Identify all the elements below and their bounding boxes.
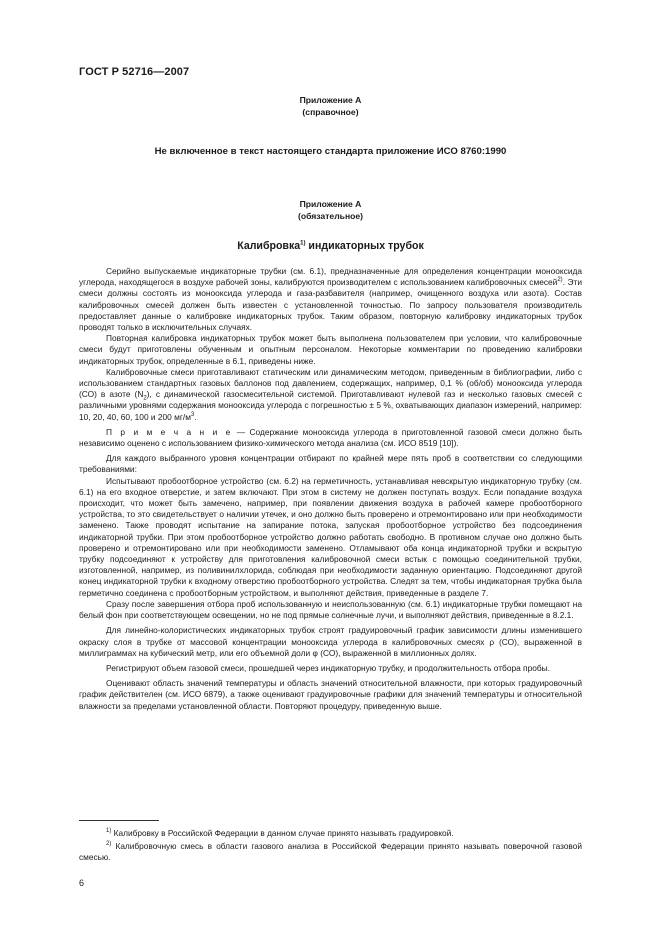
paragraph: Оценивают область значений температуры и область значений относительной влажности, при которых градуировочный график действителен (см. ИСО 6879), а также оценивают градуировочные графики для значений температуры и относительной влажности за пределами установленной области. Повторяют процедуру, приведенную выше. — [79, 678, 582, 711]
paragraph: Сразу после завершения отбора проб использованную и неиспользованную (см. 6.1) индикаторные трубки помещают на белый фон при соответствующем освещении, но не под прямые солнечные лучи, и выполняют действия, приведенные в 8.2.1. — [79, 598, 582, 621]
appendix-type-2: (обязательное) — [297, 211, 364, 221]
paragraph-text: . — [194, 411, 197, 422]
footnote-1 — [79, 828, 582, 839]
footnote-ref-2: 2) — [557, 277, 563, 284]
subscript: 2 — [143, 395, 147, 402]
footnote-mark: 1) — [106, 828, 112, 835]
document-header: ГОСТ Р 52716—2007 — [79, 66, 190, 78]
paragraph-text: ), с динамической газосмесительной системой. Приготавливают нулевой газ и несколько газовых смесей с различными уровнями содержания монооксида углерода с погрешностью ± 5 %, охватывающих диапазон измерений, например: 10, 20, 40, 60, 100 и 200 мг/м — [79, 389, 582, 422]
note-label: П р и м е ч а н и е — [106, 426, 233, 437]
paragraph — [79, 367, 582, 423]
page-number: 6 — [79, 878, 85, 888]
paragraph-text: . Эти смеси должны состоять из монооксида углерода и газа-разбавителя (например, очищенного воздуха или азота). Состав калибровочных смесей должен быть известен с установленной точностью. По запросу пользователя производитель предоставляет данные о калибровке индикаторных трубок. Таким образом, повторную калибровку индикаторных трубок проводят только в исключительных случаях. — [79, 277, 582, 333]
paragraph-text: Серийно выпускаемые индикаторные трубки (см. 6.1), предназначенные для определения концентрации монооксида углерода, находящегося в воздухе рабочей зоны, калибруются производителем с использованием калибровочных смесей — [79, 266, 582, 288]
appendix-heading: Не включенное в текст настоящего стандарта приложение ИСО 8760:1990 — [154, 146, 507, 157]
footnote-divider — [79, 820, 159, 821]
footnotes — [79, 828, 582, 864]
paragraph: Повторная калибровка индикаторных трубок может быть выполнена пользователем при условии, что калибровочные смеси будут приготовлены обученным и опытным персоналом. Некоторые комментарии по проведению калибровки индикаторных трубок, определенные в 6.1, приведены ниже. — [79, 333, 582, 366]
footnote-ref-1: 1) — [300, 240, 306, 247]
section-heading-text: Калибровка — [237, 240, 301, 252]
appendix-type: (справочное) — [302, 107, 359, 117]
paragraph: Для линейно-колористических индикаторных трубок строят градуировочный график зависимости длины изменившего окраску слоя в трубке от массовой концентрации монооксида углерода в калибровочных смесях ρ (СО), выраженной в миллиграммах на кубический метр, или его объемной доли φ (СО), выраженной в миллионных долях. — [79, 625, 582, 658]
paragraph: Для каждого выбранного уровня концентрации отбирают по крайней мере пять проб в соответствии со следующими требованиями: — [79, 453, 582, 475]
paragraph — [79, 266, 582, 333]
body-text — [79, 266, 582, 712]
paragraph: Испытывают пробоотборное устройство (см. 6.2) на герметичность, устанавливая невскрытую индикаторную трубку (см. 6.1) на его входное отверстие, и затем включают. При этом в систему не должен поступать воздух. Если попадание воздуха происходит, что может быть замечено, например, при появлении движения воздуха в рабочей камере пробоотборного устройства, то это свидетельствует о наличии утечек, и оно должно быть проверено и отремонтировано или при необходимости заменено. Также проводят испытание на запирание потока, запуская пробоотборное устройство без подсоединения индикаторной трубки. При этом пробоотборное устройство должно работать свободно. В противном случае оно должно быть проверено и отремонтировано или при необходимости заменено. Отламывают оба конца индикаторной трубки и вскрытую трубку подсоединяют к устройству для приготовления калибровочной смеси встык с помощью соединительной трубки, изготовленной, например, из поливинилхлорида, соблюдая при необходимости заданную ориентацию. Подсоединяют другой конец индикаторной трубки к входному отверстию пробоотборного устройства. Следят за тем, чтобы индикаторная трубка была герметично соединена с пробоотборным устройством, и выполняют действия, приведенные в разделе 7. — [79, 475, 582, 598]
paragraph-text: Калибровочные смеси приготавливают статическим или динамическим методом, приведенным в библиографии, либо с использованием стандартных газовых баллонов под давлением, содержащих, например, 0,1 % (об/об) монооксида углерода (СО) в азоте (N — [79, 366, 582, 400]
paragraph: Регистрируют объем газовой смеси, прошедшей через индикаторную трубку, и продолжительность отбора пробы. — [106, 662, 550, 673]
note — [79, 427, 582, 449]
appendix-title: Приложение А — [299, 95, 362, 105]
footnote-text: Калибровку в Российской Федерации в данном случае принято называть градуировкой. — [111, 828, 454, 838]
note-text: — Содержание монооксида углерода в приготовленной газовой смеси должно быть независимо оценено с использованием физико-химического метода анализа (см. ИСО 8519 [10]). — [79, 426, 583, 449]
footnote-mark: 2) — [106, 841, 112, 848]
appendix-title-2: Приложение А — [299, 199, 362, 209]
footnote-text: Калибровочную смесь в области газового анализа в Российской Федерации принято называть поверочной газовой смесью. — [79, 841, 582, 863]
superscript: 3 — [190, 411, 195, 418]
footnote-2 — [79, 841, 582, 863]
section-heading — [79, 240, 582, 252]
section-heading-text-end: индикаторных трубок — [305, 240, 424, 252]
